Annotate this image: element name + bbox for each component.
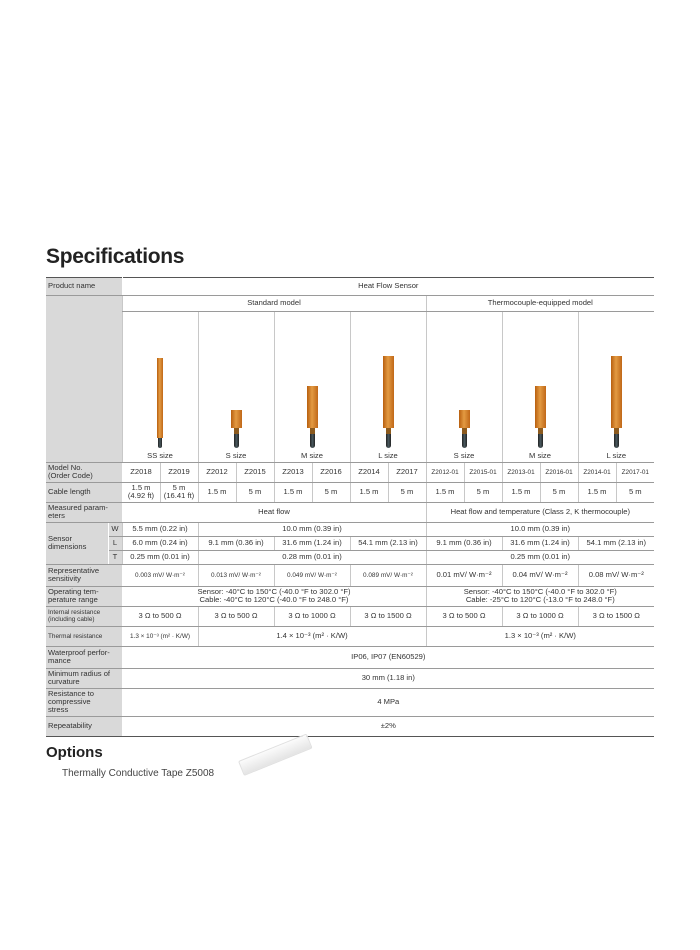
model-cell: Z2014-01 [578, 463, 616, 483]
thermal-resistance-thermocouple: 1.3 × 10⁻³ (m² · K/W) [426, 626, 654, 646]
resistance-cell: 3 Ω to 500 Ω [426, 606, 502, 626]
cable-cell: 5 m [312, 482, 350, 502]
cable-cell: 5 m [540, 482, 578, 502]
sensor-image-thermo-m [502, 312, 578, 463]
sensor-image-ss [122, 312, 198, 463]
compressive-stress-label: Resistance to compressive stress [46, 688, 122, 716]
waterproof-value: IP06, IP07 (EN60529) [122, 646, 654, 668]
compressive-stress-value: 4 MPa [122, 688, 654, 716]
cable-cell: 1.5 m [502, 482, 540, 502]
thickness-thermocouple: 0.25 mm (0.01 in) [426, 550, 654, 564]
sensitivity-label: Representative sensitivity [46, 564, 122, 586]
length-thermo-s: 9.1 mm (0.36 in) [426, 536, 502, 550]
model-cell: Z2012-01 [426, 463, 464, 483]
size-label-ss: SS size [147, 450, 173, 460]
cable-cell: 1.5 m (4.92 ft) [122, 482, 160, 502]
cable-cell: 1.5 m [274, 482, 312, 502]
size-label-thermo-l: L size [606, 450, 627, 460]
sensitivity-cell: 0.049 mV/ W·m⁻² [274, 564, 350, 586]
sensor-image-s [198, 312, 274, 463]
size-label-l: L size [378, 450, 398, 460]
operating-temp-standard: Sensor: -40°C to 150°C (-40.0 °F to 302.0 °F) Cable: -40°C to 120°C (-40.0 °F to 248.0 °F) [122, 586, 426, 606]
sensitivity-cell: 0.01 mV/ W·m⁻² [426, 564, 502, 586]
product-name-value: Heat Flow Sensor [122, 278, 654, 296]
operating-temp-thermocouple: Sensor: -40°C to 150°C (-40.0 °F to 302.0 °F) Cable: -25°C to 120°C (-13.0 °F to 248.0 °F) [426, 586, 654, 606]
page-title: Specifications [46, 245, 185, 268]
length-m: 31.6 mm (1.24 in) [274, 536, 350, 550]
sensor-image-l [350, 312, 426, 463]
dimension-l-label: L [108, 536, 122, 550]
width-standard: 10.0 mm (0.39 in) [198, 522, 426, 536]
sensitivity-cell: 0.089 mV/ W·m⁻² [350, 564, 426, 586]
repeatability-label: Repeatability [46, 716, 122, 736]
sensor-thermo-s-icon [427, 410, 502, 448]
sensitivity-cell: 0.04 mV/ W·m⁻² [502, 564, 578, 586]
option-item: Thermally Conductive Tape Z5008 [62, 768, 215, 779]
min-radius-label: Minimum radius of curvature [46, 668, 122, 688]
cable-cell: 5 m (16.41 ft) [160, 482, 198, 502]
model-cell: Z2013 [274, 463, 312, 483]
size-label-thermo-m: M size [529, 450, 551, 460]
sensor-image-thermo-l [578, 312, 654, 463]
cable-cell: 1.5 m [198, 482, 236, 502]
sensor-thermo-m-icon [503, 386, 578, 448]
cable-cell: 5 m [388, 482, 426, 502]
sensor-image-m [274, 312, 350, 463]
resistance-cell: 3 Ω to 500 Ω [198, 606, 274, 626]
model-cell: Z2014 [350, 463, 388, 483]
sensor-s-icon [199, 410, 274, 448]
sensitivity-cell: 0.013 mV/ W·m⁻² [198, 564, 274, 586]
length-ss: 6.0 mm (0.24 in) [122, 536, 198, 550]
length-l: 54.1 mm (2.13 in) [350, 536, 426, 550]
min-radius-value: 30 mm (1.18 in) [122, 668, 654, 688]
cable-cell: 1.5 m [350, 482, 388, 502]
length-s: 9.1 mm (0.36 in) [198, 536, 274, 550]
resistance-cell: 3 Ω to 1000 Ω [502, 606, 578, 626]
internal-resistance-label: Internal resistance (including cable) [46, 606, 122, 626]
product-name-label: Product name [46, 278, 122, 296]
model-cell: Z2016-01 [540, 463, 578, 483]
size-label-thermo-s: S size [453, 450, 475, 460]
measured-standard: Heat flow [122, 502, 426, 522]
thickness-standard: 0.28 mm (0.01 in) [198, 550, 426, 564]
product-image-label-cell [46, 296, 122, 463]
resistance-cell: 3 Ω to 1500 Ω [350, 606, 426, 626]
size-label-s: S size [225, 450, 247, 460]
model-cell: Z2017-01 [616, 463, 654, 483]
model-cell: Z2016 [312, 463, 350, 483]
cable-cell: 5 m [464, 482, 502, 502]
model-label: Model No. (Order Code) [46, 463, 122, 483]
sensor-dimensions-label: Sensor dimensions [46, 522, 108, 564]
sensitivity-cell: 0.003 mV/ W·m⁻² [122, 564, 198, 586]
cable-cell: 5 m [236, 482, 274, 502]
dimension-w-label: W [108, 522, 122, 536]
repeatability-value: ±2% [122, 716, 654, 736]
sensor-thermo-l-icon [579, 356, 655, 448]
thermocouple-model-header: Thermocouple-equipped model [426, 296, 654, 312]
width-thermocouple: 10.0 mm (0.39 in) [426, 522, 654, 536]
model-cell: Z2015-01 [464, 463, 502, 483]
cable-length-label: Cable length [46, 482, 122, 502]
thickness-ss: 0.25 mm (0.01 in) [122, 550, 198, 564]
resistance-cell: 3 Ω to 500 Ω [122, 606, 198, 626]
thermal-resistance-ss: 1.3 × 10⁻³ (m² · K/W) [122, 626, 198, 646]
sensor-image-thermo-s [426, 312, 502, 463]
specifications-table [46, 277, 654, 737]
resistance-cell: 3 Ω to 1000 Ω [274, 606, 350, 626]
length-thermo-m: 31.6 mm (1.24 in) [502, 536, 578, 550]
measured-params-label: Measured param- eters [46, 502, 122, 522]
resistance-cell: 3 Ω to 1500 Ω [578, 606, 654, 626]
width-ss: 5.5 mm (0.22 in) [122, 522, 198, 536]
sensor-ss-icon [123, 358, 198, 448]
size-label-m: M size [301, 450, 323, 460]
dimension-t-label: T [108, 550, 122, 564]
cable-cell: 1.5 m [578, 482, 616, 502]
model-cell: Z2019 [160, 463, 198, 483]
model-cell: Z2013-01 [502, 463, 540, 483]
model-cell: Z2012 [198, 463, 236, 483]
model-cell: Z2018 [122, 463, 160, 483]
measured-thermocouple: Heat flow and temperature (Class 2, K thermocouple) [426, 502, 654, 522]
cable-cell: 1.5 m [426, 482, 464, 502]
thermal-tape-image [238, 733, 313, 776]
operating-temp-label: Operating tem- perature range [46, 586, 122, 606]
model-cell: Z2015 [236, 463, 274, 483]
sensitivity-cell: 0.08 mV/ W·m⁻² [578, 564, 654, 586]
cable-cell: 5 m [616, 482, 654, 502]
model-cell: Z2017 [388, 463, 426, 483]
thermal-resistance-label: Thermal resistance [46, 626, 122, 646]
length-thermo-l: 54.1 mm (2.13 in) [578, 536, 654, 550]
waterproof-label: Waterproof perfor- mance [46, 646, 122, 668]
options-title: Options [46, 744, 103, 761]
sensor-m-icon [275, 386, 350, 448]
thermal-resistance-standard: 1.4 × 10⁻³ (m² · K/W) [198, 626, 426, 646]
standard-model-header: Standard model [122, 296, 426, 312]
sensor-l-icon [351, 356, 426, 448]
